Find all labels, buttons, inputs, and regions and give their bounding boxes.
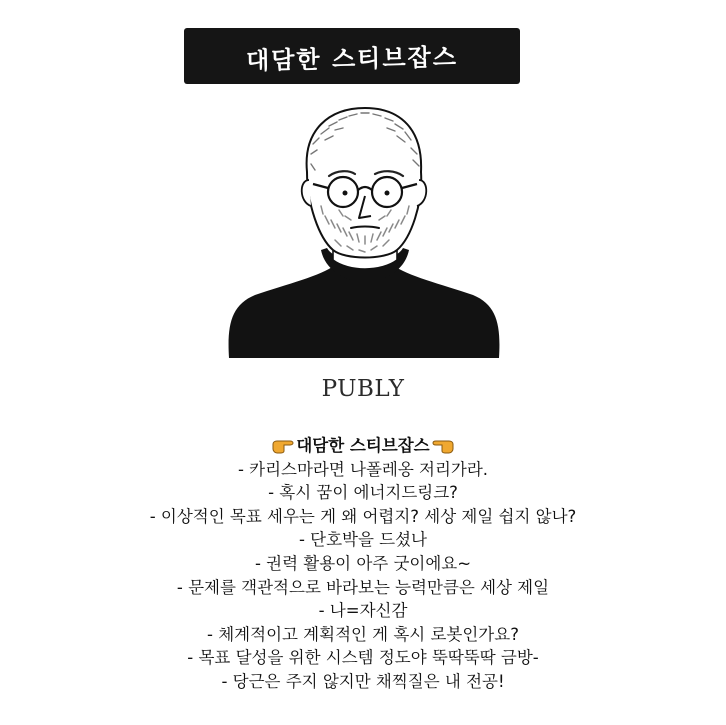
portrait-illustration — [225, 100, 501, 358]
list-title-row — [0, 434, 726, 458]
list-item: - 당근은 주지 않지만 채찍질은 내 전공! — [221, 671, 505, 691]
list-item: - 목표 달성을 위한 시스템 정도야 뚝딱뚝딱 금방- — [187, 648, 539, 668]
list-item: - 문제를 객관적으로 바라보는 능력만큼은 세상 제일 — [176, 577, 550, 597]
pointing-right-hand-icon — [272, 438, 294, 454]
pointing-left-hand-icon — [432, 438, 454, 454]
list-item: - 단호박을 드셨나 — [298, 530, 428, 550]
list-item: - 권력 활용이 아주 굿이에요~ — [254, 553, 472, 573]
list-title: 대담한 스티브잡스 — [296, 436, 430, 455]
head — [307, 108, 422, 258]
list-item: - 이상적인 목표 세우는 게 왜 어렵지? 세상 제일 쉽지 않나? — [149, 506, 577, 526]
list-item: - 카리스마라면 나폴레옹 저리가라. — [237, 459, 489, 479]
title-banner — [184, 28, 520, 84]
list-item: - 혹시 꿈이 에너지드링크? — [268, 483, 458, 503]
description-list — [0, 434, 726, 694]
list-item: - 체계적이고 계획적인 게 혹시 로봇인가요? — [207, 624, 519, 644]
publy-logo: PUBLY — [321, 376, 405, 402]
banner-title: 대담한 스티브잡스 — [245, 42, 459, 75]
list-item: - 나=자신감 — [318, 601, 408, 621]
